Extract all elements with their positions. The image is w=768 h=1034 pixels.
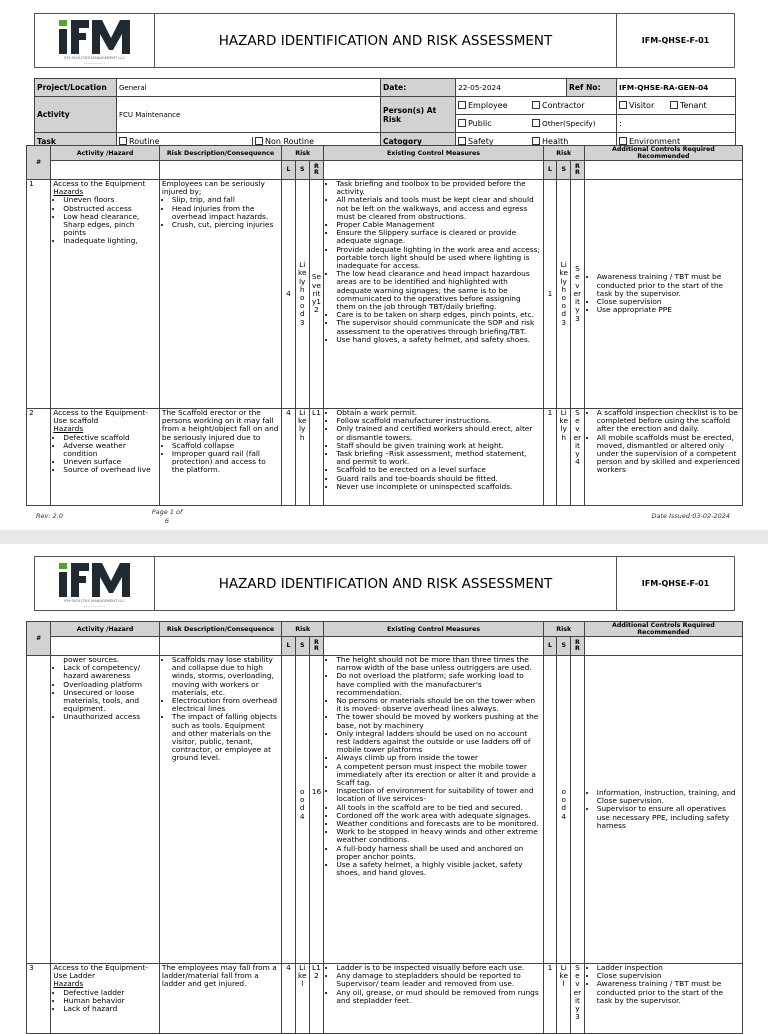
ref-label: Ref No:: [567, 79, 617, 97]
hazard-item: • Uneven floors: [63, 196, 157, 204]
additional-item: • Close supervision: [597, 972, 740, 980]
person-tenant-label: Tenant: [680, 101, 707, 110]
col-l2: L: [543, 161, 557, 180]
table-row: [27, 964, 743, 1034]
likelihood-value: 4: [282, 409, 296, 506]
logo-arabic-text: ـ ـ ـ ـ ـ ـ ـ ـ ـ ـ: [84, 604, 105, 608]
activity-label: Activity: [35, 97, 117, 133]
additional-cell: [584, 409, 742, 506]
hazard-item: • Source of overhead live: [63, 466, 157, 474]
other-specify-value[interactable]: :: [617, 115, 736, 133]
page-2: [0, 544, 768, 1024]
hazard-item: • Low head clearance, Sharp edges, pinch points: [63, 213, 157, 238]
person-other-option[interactable]: [532, 119, 596, 128]
risk-intro: Employees can be seriously injured by;: [161, 179, 265, 197]
col-l2: L: [543, 637, 557, 656]
controls-cell: [324, 964, 543, 1034]
control-item: • Do not overload the platform; safe working load to have complied with the manufacturer's recommendation.: [336, 672, 540, 697]
risk-item: • Scaffold collapse: [172, 442, 279, 450]
category-environment-label: Environment: [629, 137, 681, 146]
col-controls: Existing Control Measures: [324, 622, 543, 637]
residual-likelihood-value: 1: [543, 180, 557, 409]
likelihood-value: 4: [282, 964, 296, 1034]
document-header: [34, 556, 735, 611]
control-item: • Task briefing and toolbox to be provided before the activity.: [336, 180, 540, 196]
activity-title: Access to the Equipment-Use Ladder: [53, 963, 148, 981]
risk-item: • Electrocution from overhead electrical lines: [172, 697, 279, 713]
ifm-logo-icon: [57, 20, 133, 54]
task-label: Task: [35, 133, 117, 151]
control-item: • Never use incomplete or uninspected scaffolds.: [336, 483, 540, 491]
activity-title: Access to the Equipment-Use scaffold: [53, 408, 148, 426]
residual-likelihood-text: Likelyhood3: [557, 180, 571, 409]
hazard-item: power sources.: [63, 655, 120, 664]
hazard-item: • Uneven surface: [63, 458, 157, 466]
person-other-label: Other(Specify): [542, 119, 596, 128]
hazard-item: • Obstructed access: [63, 205, 157, 213]
control-item: • Use hand gloves, a safety helmet, and safety shoes.: [336, 336, 540, 344]
hazard-item: • Adverse weather condition: [63, 442, 157, 458]
control-item: • Guard rails and toe-boards should be fitted.: [336, 475, 540, 483]
col-activity: Activity /Hazard: [51, 146, 160, 161]
severity-text: L1: [309, 409, 324, 506]
risk-item: • The impact of falling objects such as tools. Equipment and other materials on the visitor, public, tenant, contractor, or employee at ground level.: [172, 713, 279, 762]
additional-item: • Use appropriate PPE: [597, 306, 740, 314]
control-item: • Ladder is to be inspected visually before each use.: [336, 964, 540, 972]
residual-likelihood-value: 1: [543, 409, 557, 506]
residual-likelihood-text: Likel: [557, 964, 571, 1034]
col-risk-desc: Risk Description/Consequence: [159, 622, 281, 637]
activity-cell: [51, 180, 160, 409]
row-number: 2: [27, 409, 51, 506]
activity-cell: [51, 409, 160, 506]
page-separator: [0, 530, 768, 544]
control-item: • Always climb up from inside the tower: [336, 754, 540, 762]
activity-cell: [51, 656, 160, 964]
col-risk: Risk: [282, 622, 324, 637]
col-activity: Activity /Hazard: [51, 622, 160, 637]
logo-subtext: IFM FACILITIES MANAGEMENT LLC: [64, 56, 125, 60]
control-item: • Obtain a work permit.: [336, 409, 540, 417]
risk-item: • Scaffolds may lose stability and collapse due to high winds, storms, overloading, moving with workers or materials, etc.: [172, 656, 279, 697]
company-logo: [35, 14, 155, 67]
hazard-item: • Inadequate lighting,: [63, 237, 157, 245]
col-additional: Additional Controls Required Recommended: [584, 146, 742, 161]
col-rr: R R: [309, 637, 324, 656]
risk-item: • Crush, cut, piercing injuries: [172, 221, 279, 229]
person-contractor-option[interactable]: [532, 101, 585, 110]
row-number: 3: [27, 964, 51, 1034]
controls-cell: [324, 409, 543, 506]
col-additional: Additional Controls Required Recommended: [584, 622, 742, 637]
controls-cell: [324, 180, 543, 409]
risk-item: • Improper guard rail (fall protection) and access to the platform.: [172, 450, 279, 475]
control-item: • Provide adequate lighting in the work area and access; portable torch light should be used where lighting is inadequate for access.: [336, 246, 540, 271]
hazard-item: • Unauthorized access: [63, 713, 157, 721]
additional-cell: [584, 964, 742, 1034]
control-item: • The height should not be more than three times the narrow width of the base unless outriggers are used.: [336, 656, 540, 672]
risk-desc-cell: [159, 409, 281, 506]
control-item: • All materials and tools must be kept clear and should not be left on the walkways, and access and egress must be cleared from obstructions.: [336, 196, 540, 221]
severity-text: L12: [309, 964, 324, 1034]
document-title: HAZARD IDENTIFICATION AND RISK ASSESSMENT: [218, 32, 553, 49]
hazard-item: • Lack of competency/ hazard awareness: [63, 664, 157, 680]
control-item: • Proper Cable Management: [336, 221, 540, 229]
hazards-label: Hazards: [53, 979, 84, 989]
residual-severity-text: Severity3: [571, 964, 585, 1034]
checkbox-icon: [532, 101, 540, 109]
severity-text: Severity12: [309, 180, 324, 409]
category-safety-label: Safety: [468, 137, 494, 146]
col-num: #: [27, 622, 51, 656]
control-item: • No persons or materials should be on the tower when it is moved- observe overhead lines always.: [336, 697, 540, 713]
risk-table-page-2: [26, 621, 743, 1034]
residual-likelihood-text: ood4: [557, 656, 571, 964]
additional-cell: [584, 656, 742, 964]
checkbox-icon: [670, 101, 678, 109]
col-risk: Risk: [282, 146, 324, 161]
col-risk-desc: Risk Description/Consequence: [159, 146, 281, 161]
risk-intro: The employees may fall from a ladder/material fall from a ladder and get injured.: [161, 963, 277, 989]
control-item: • All tools in the scaffold are to be tied and secured.: [336, 804, 540, 812]
col-risk-residual: Risk: [543, 622, 584, 637]
checkbox-icon: [458, 137, 466, 145]
col-num: #: [27, 146, 51, 180]
project-value: General: [117, 79, 381, 97]
likelihood-text: ood4: [295, 656, 309, 964]
col-s: S: [295, 637, 309, 656]
form-code: IFM-QHSE-F-01: [616, 14, 734, 67]
col-controls: Existing Control Measures: [324, 146, 543, 161]
control-item: • Any oil, grease, or mud should be removed from rungs and stepladder feet.: [336, 989, 540, 1005]
person-employee-label: Employee: [468, 101, 508, 110]
severity-text: 16: [309, 656, 324, 964]
person-employee-option[interactable]: [456, 101, 532, 110]
control-item: • Task briefing –Risk assessment, method statement, and permit to work.: [336, 450, 540, 466]
category-label: Catogory: [381, 133, 456, 151]
residual-severity-text: Severity4: [571, 409, 585, 506]
col-rr2: R R: [571, 161, 585, 180]
info-table: [34, 78, 736, 151]
person-tenant-option[interactable]: [670, 101, 707, 110]
table-row: [27, 656, 743, 964]
control-item: • The low head clearance and head impact hazardous areas are to be identified and highlighted with adequate warning signages; the same is to be communicated to the operatives before assigning them on the job through TBT/daily briefing.: [336, 270, 540, 311]
control-item: • The supervisor should communicate the SOP and risk assessment to the operatives through briefing/TBT.: [336, 319, 540, 335]
control-item: • A competent person must inspect the mobile tower immediately after its erection or alter it and provide a Scaff tag.: [336, 763, 540, 788]
hazard-item: • Human behavior: [63, 997, 157, 1005]
risk-intro: The Scaffold erector or the persons working on it may fall from a height/object fall on and be seriously injured due to: [161, 408, 279, 442]
control-item: • Ensure the Slippery surface is cleared or provide adequate signage.: [336, 229, 540, 245]
table-row: [27, 409, 743, 506]
likelihood-text: Likelyh: [295, 409, 309, 506]
person-visitor-option[interactable]: [617, 101, 670, 110]
control-item: • Use a safety helmet, a highly visible jacket, safety shoes, and hand gloves.: [336, 861, 540, 877]
person-contractor-label: Contractor: [542, 101, 585, 110]
control-item: • A full-body harness shall be used and anchored on proper anchor points.: [336, 845, 540, 861]
risk-desc-cell: [159, 656, 281, 964]
persons-label: Person(s) At Risk: [381, 97, 456, 133]
control-item: • Inspection of environment for suitability of tower and location of live services-: [336, 787, 540, 803]
form-code: IFM-QHSE-F-01: [616, 557, 734, 610]
risk-desc-cell: [159, 180, 281, 409]
control-item: • The tower should be moved by workers pushing at the base, not by machinery: [336, 713, 540, 729]
activity-cell: [51, 964, 160, 1034]
company-logo: [35, 557, 155, 610]
task-routine-label: Routine: [129, 137, 160, 146]
control-item: • Any damage to stepladders should be reported to Supervisor/ team leader and removed from use.: [336, 972, 540, 988]
additional-item: • Ladder inspection: [597, 964, 740, 972]
logo-arabic-text: ـ ـ ـ ـ ـ ـ ـ ـ ـ ـ: [84, 61, 105, 65]
document-header: [34, 13, 735, 68]
control-item: • Follow scaffold manufacturer instructions.: [336, 417, 540, 425]
checkbox-icon: [458, 119, 466, 127]
task-nonroutine-label: Non Routine: [265, 137, 315, 146]
residual-severity-text: Severity3: [571, 180, 585, 409]
checkbox-icon: [532, 119, 540, 127]
control-item: • Only integral ladders should be used on no account rest ladders against the outside or use ladders off of mobile tower platforms: [336, 730, 540, 755]
row-number: 1: [27, 180, 51, 409]
additional-item: • Supervisor to ensure all operatives use necessary PPE, including safety harness: [597, 805, 740, 830]
col-l: L: [282, 637, 296, 656]
checkbox-icon: [255, 137, 263, 145]
project-label: Project/Location: [35, 79, 117, 97]
checkbox-icon: [619, 137, 627, 145]
hazard-item: • Overloading platform: [63, 681, 157, 689]
hazard-item: • Lack of hazard: [63, 1005, 157, 1013]
footer-issued: Date Issued:03-02-2024: [651, 512, 730, 520]
col-risk-residual: Risk: [543, 146, 584, 161]
control-item: • Weather conditions and forecasts are to be monitored.: [336, 820, 540, 828]
hazard-item: • Defective scaffold: [63, 434, 157, 442]
person-public-label: Public: [468, 119, 492, 128]
likelihood-text: Likel: [295, 964, 309, 1034]
hazard-item: • Unsecured or loose materials, tools, and equipment.: [63, 689, 157, 714]
control-item: • Cordoned off the work area with adequate signages.: [336, 812, 540, 820]
ref-value: IFM-QHSE-RA-GEN-04: [617, 79, 736, 97]
table-row: [27, 180, 743, 409]
hazard-item: • Defective ladder: [63, 989, 157, 997]
residual-likelihood-value: 1: [543, 964, 557, 1034]
additional-item: • All mobile scaffolds must be erected, moved, dismantled or altered only under the supervision of a competent person and by skilled and experienced workers: [597, 434, 740, 475]
ifm-logo-icon: [57, 563, 133, 597]
likelihood-value: 4: [282, 180, 296, 409]
hazards-label: Hazards: [53, 424, 84, 434]
col-s2: S: [557, 161, 571, 180]
col-rr: R R: [309, 161, 324, 180]
date-value: 22-05-2024: [456, 79, 567, 97]
additional-item: • Awareness training / TBT must be conducted prior to the start of the task by the supervisor.: [597, 980, 740, 1005]
hazards-label: Hazards: [53, 187, 84, 197]
checkbox-icon: [619, 101, 627, 109]
category-health-label: Health: [542, 137, 569, 146]
activity-value: FCU Maintenance: [117, 97, 381, 133]
date-label: Date:: [381, 79, 456, 97]
activity-title: Access to the Equipment: [53, 179, 146, 188]
control-item: • Care is to be taken on sharp edges, pinch points, etc.: [336, 311, 540, 319]
likelihood-text: Likelyhood3: [295, 180, 309, 409]
additional-item: • Close supervision: [597, 298, 740, 306]
control-item: • Only trained and certified workers should erect, alter or dismantle towers.: [336, 425, 540, 441]
control-item: • Staff should be given training work at height.: [336, 442, 540, 450]
person-public-option[interactable]: [456, 119, 532, 128]
col-s: S: [295, 161, 309, 180]
risk-table-page-1: [26, 145, 743, 506]
checkbox-icon: [532, 137, 540, 145]
col-l: L: [282, 161, 296, 180]
additional-item: • Awareness training / TBT must be conducted prior to the start of the task by the supervisor.: [597, 273, 740, 298]
additional-item: • Information, instruction, training, and Close supervision.: [597, 789, 740, 805]
additional-item: • A scaffold inspection checklist is to be completed before using the scaffold after the erection and daily.: [597, 409, 740, 434]
residual-likelihood-text: Likelyh: [557, 409, 571, 506]
control-item: • Scaffold to be erected on a level surface: [336, 466, 540, 474]
additional-cell: [584, 180, 742, 409]
checkbox-icon: [458, 101, 466, 109]
controls-cell: [324, 656, 543, 964]
logo-subtext: IFM FACILITIES MANAGEMENT LLC: [64, 599, 125, 603]
footer-rev: Rev: 2.0: [36, 512, 63, 520]
footer-page: Page 1 of 6: [151, 508, 183, 525]
risk-item: • Slip, trip, and fall: [172, 196, 279, 204]
checkbox-icon: [119, 137, 127, 145]
col-rr2: R R: [571, 637, 585, 656]
risk-desc-cell: [159, 964, 281, 1034]
document-title: HAZARD IDENTIFICATION AND RISK ASSESSMENT: [218, 575, 553, 592]
control-item: • Work to be stopped in heavy winds and other extreme weather conditions.: [336, 828, 540, 844]
col-s2: S: [557, 637, 571, 656]
risk-item: • Head injuries from the overhead impact hazards.: [172, 205, 279, 221]
person-visitor-label: Visitor: [629, 101, 655, 110]
